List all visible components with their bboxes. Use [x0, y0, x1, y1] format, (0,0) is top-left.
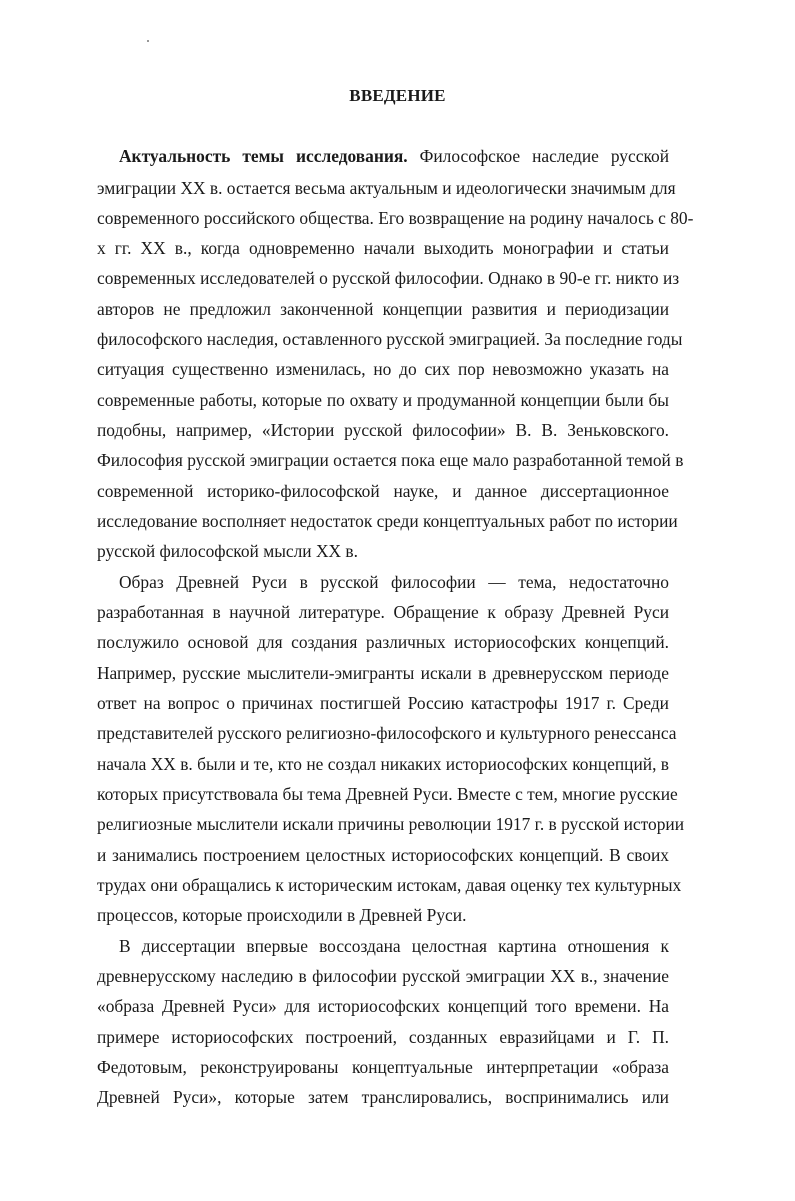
text-line: начала XX в. были и те, кто не создал никаких историософских концепций, в	[97, 754, 669, 774]
scan-speck	[147, 40, 149, 42]
text-line: и занимались построением целостных историософских концепций. В своих	[97, 845, 669, 865]
text-line: процессов, которые происходили в Древней Руси.	[97, 905, 467, 925]
text-line: современного российского общества. Его возвращение на родину началось с 80-	[97, 208, 694, 228]
text-line: исследование восполняет недостаток среди концептуальных работ по истории	[97, 511, 678, 531]
text-line: подобны, например, «Истории русской философии» В. В. Зеньковского.	[97, 420, 669, 440]
text-line: современных исследователей о русской философии. Однако в 90-е гг. никто из	[97, 268, 680, 288]
text-line: Федотовым, реконструированы концептуальные интерпретации «образа	[97, 1057, 669, 1077]
text-line: эмиграции XX в. остается весьма актуальным и идеологически значимым для	[97, 178, 676, 198]
text-line: представителей русского религиозно-философского и культурного ренессанса	[97, 723, 677, 743]
text-line: Актуальность темы исследования. Философское наследие русской	[119, 146, 670, 166]
text-line: современные работы, которые по охвату и продуманной концепции были бы	[97, 390, 669, 410]
text-line: которых присутствовала бы тема Древней Руси. Вместе с тем, многие русские	[97, 784, 678, 804]
text-line: философского наследия, оставленного русской эмиграцией. За последние годы	[97, 329, 683, 349]
text-line: х гг. XX в., когда одновременно начали выходить монографии и статьи	[97, 238, 669, 258]
text-line: трудах они обращались к историческим истокам, давая оценку тех культурных	[97, 875, 682, 895]
text-line: ответ на вопрос о причинах постигшей Россию катастрофы 1917 г. Среди	[97, 693, 669, 713]
text-line: послужило основой для создания различных историософских концепций.	[97, 632, 669, 652]
text-line: современной историко-философской науке, и данное диссертационное	[97, 481, 669, 501]
text-line: русской философской мысли XX в.	[97, 541, 358, 561]
lead-heading: Актуальность темы исследования.	[119, 146, 408, 166]
text-line: Образ Древней Руси в русской философии — тема, недостаточно	[119, 572, 669, 592]
text-line: разработанная в научной литературе. Обращение к образу Древней Руси	[97, 602, 669, 622]
text-line: ситуация существенно изменилась, но до сих пор невозможно указать на	[97, 359, 669, 379]
text-line: В диссертации впервые воссоздана целостная картина отношения к	[119, 936, 669, 956]
page-title: ВВЕДЕНИЕ	[349, 86, 446, 105]
text-line: религиозные мыслители искали причины революции 1917 г. в русской истории	[97, 814, 684, 834]
text-line: примере историософских построений, созданных евразийцами и Г. П.	[97, 1027, 669, 1047]
text-line: древнерусскому наследию в философии русской эмиграции XX в., значение	[97, 966, 669, 986]
text-line: Философия русской эмиграции остается пока еще мало разработанной темой в	[97, 450, 684, 470]
text-line: Древней Руси», которые затем транслировались, воспринимались или	[97, 1087, 669, 1107]
text-line: авторов не предложил законченной концепции развития и периодизации	[97, 299, 669, 319]
text-line: «образа Древней Руси» для историософских концепций того времени. На	[97, 996, 669, 1016]
text-line: Например, русские мыслители-эмигранты искали в древнерусском периоде	[97, 663, 669, 683]
